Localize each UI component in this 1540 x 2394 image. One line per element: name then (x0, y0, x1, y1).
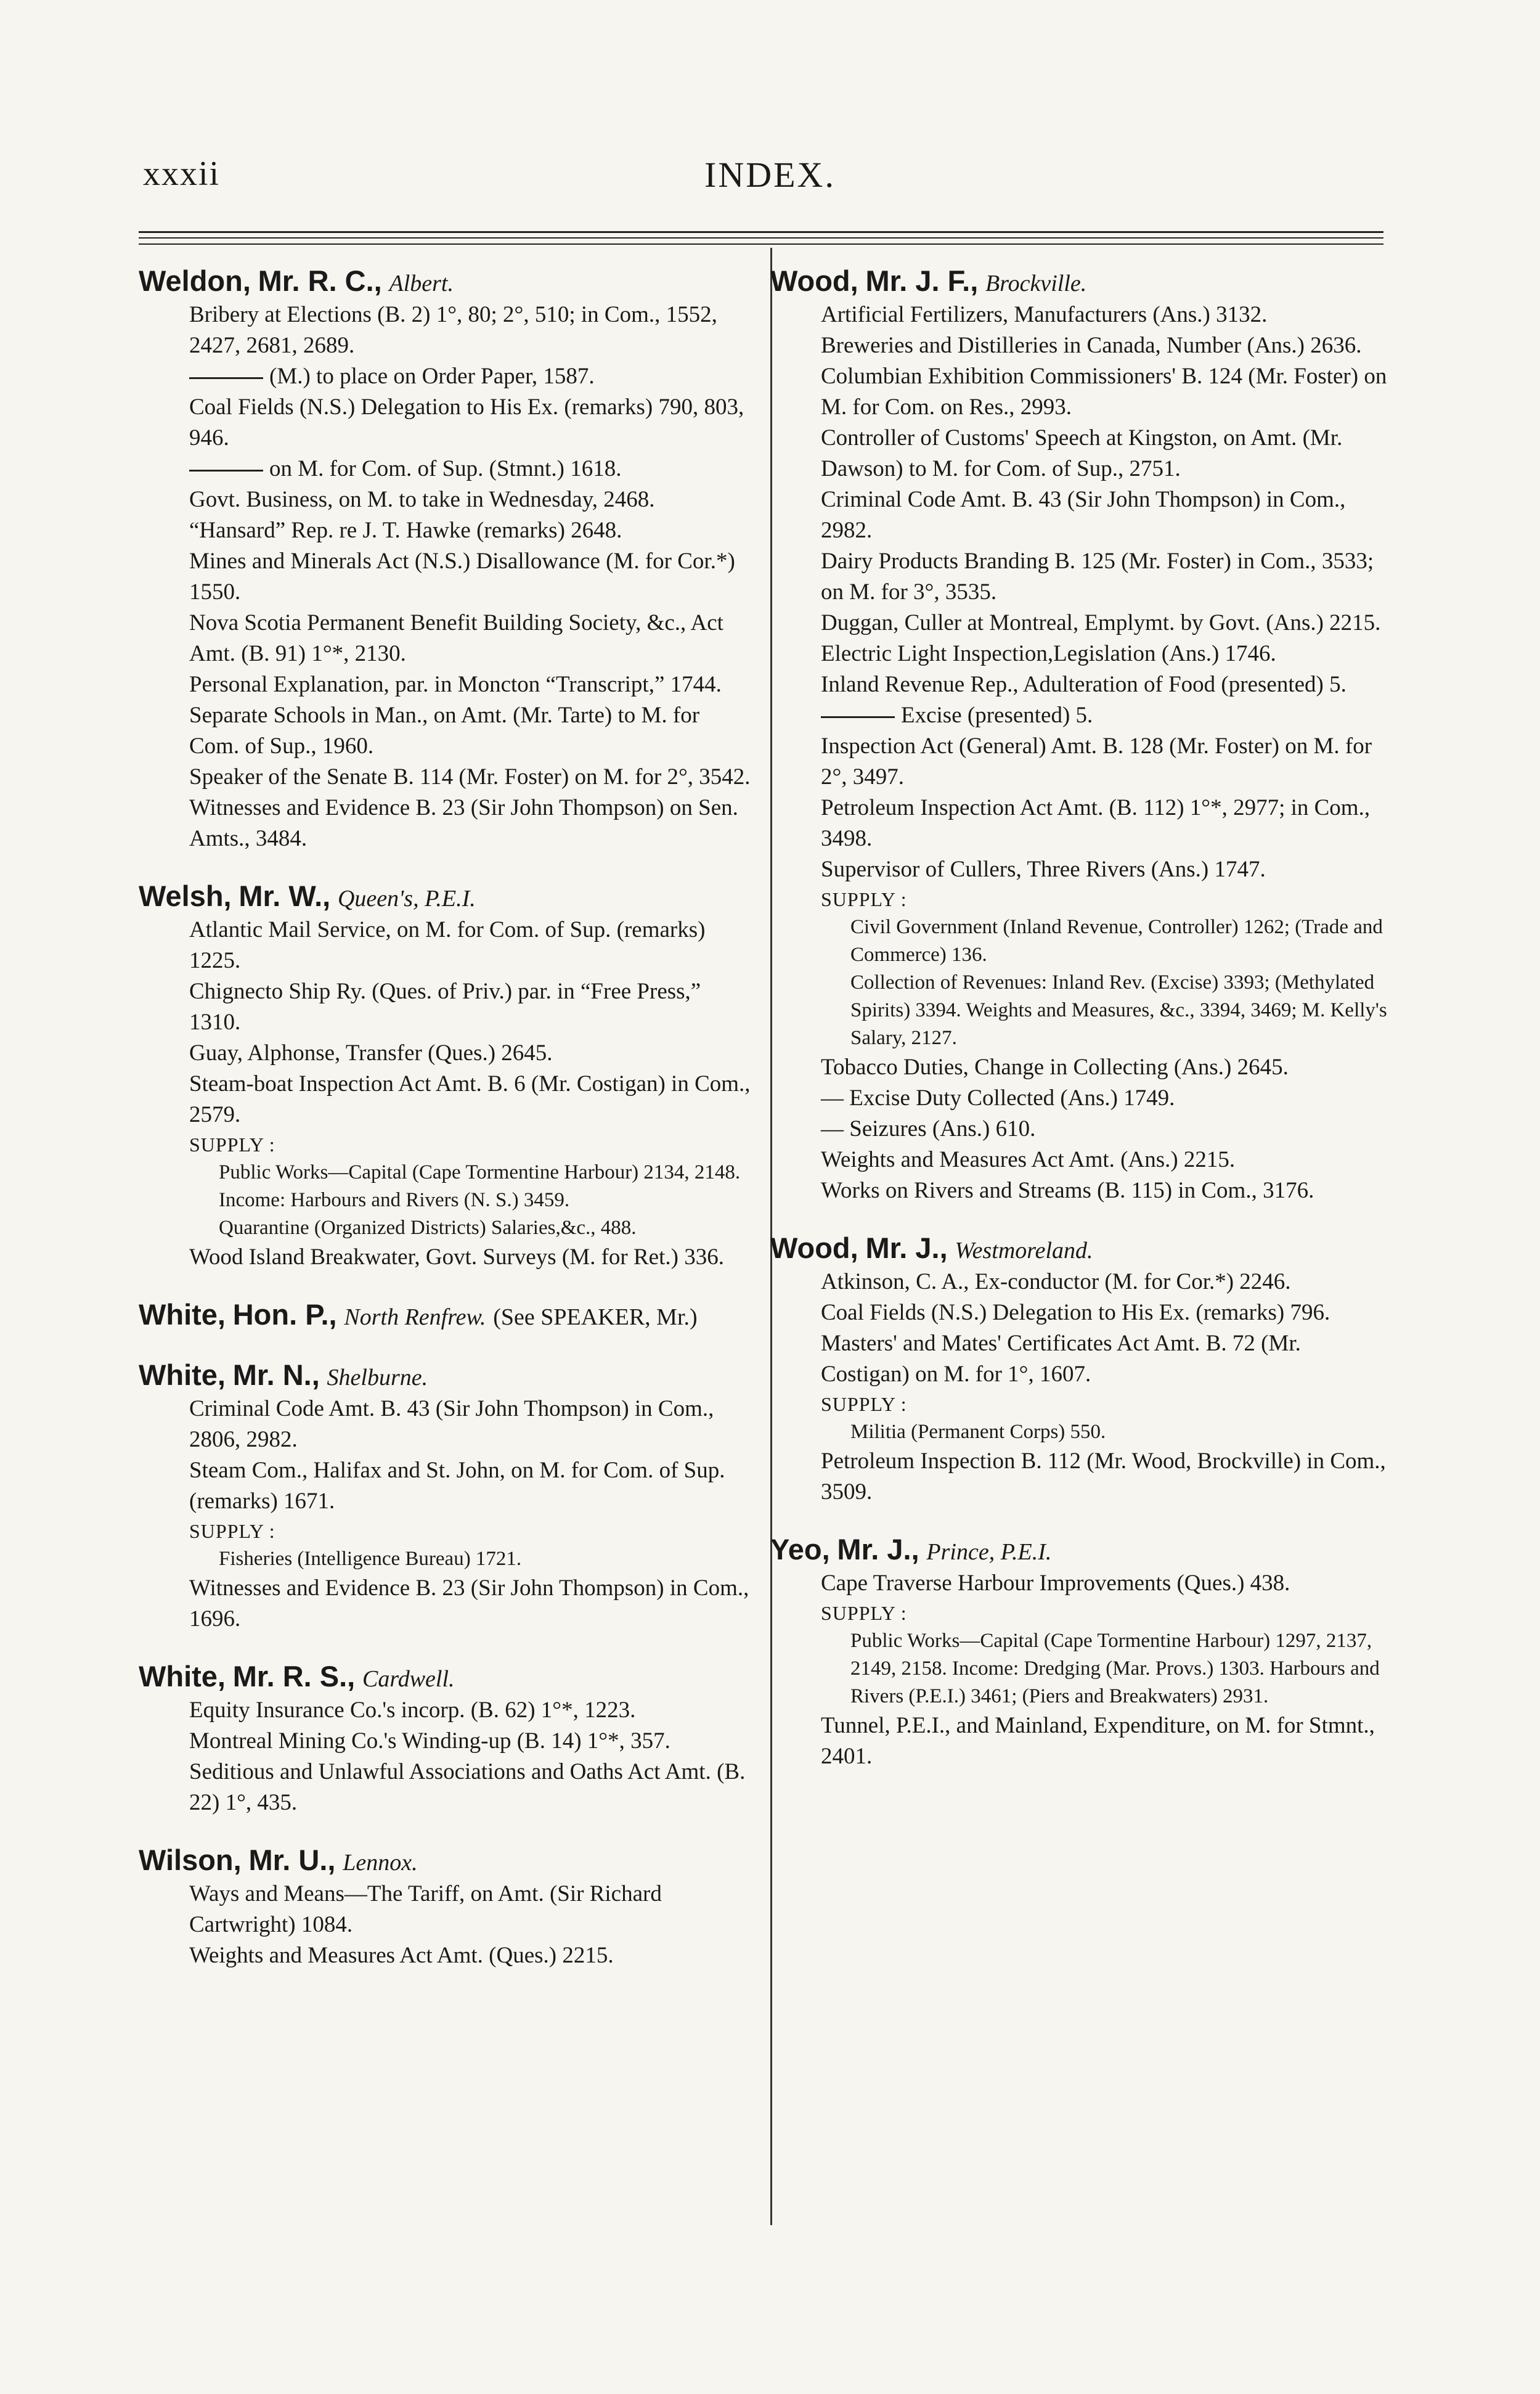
supply-item: Civil Government (Inland Revenue, Controller) 1262; (Trade and Commerce) 136. (850, 916, 1383, 966)
index-entry (139, 1359, 755, 1635)
supply-label: SUPPLY : (189, 1520, 275, 1542)
index-item: Excise (presented) 5. (821, 700, 1393, 731)
index-item: Supervisor of Cullers, Three Rivers (Ans.) 1747. (821, 857, 1266, 882)
index-item: Separate Schools in Man., on Amt. (Mr. Tarte) to M. for Com. of Sup., 1960. (189, 703, 700, 759)
member-surname: Wood, (770, 1232, 858, 1264)
index-item: Criminal Code Amt. B. 43 (Sir John Thompson) in Com., 2982. (821, 487, 1346, 543)
index-item: Seditious and Unlawful Associations and Oaths Act Amt. (B. 22) 1°, 435. (189, 1759, 746, 1815)
supply-label: SUPPLY : (821, 1602, 907, 1624)
index-item: Dairy Products Branding B. 125 (Mr. Foster) in Com., 3533; on M. for 3°, 3535. (821, 549, 1374, 605)
member-title: Mr. J., (837, 1533, 919, 1566)
header-rule (139, 243, 1383, 245)
index-item: Steam-boat Inspection Act Amt. B. 6 (Mr. Costigan) in Com., 2579. (189, 1071, 751, 1127)
index-item: Atkinson, C. A., Ex-conductor (M. for Cor.*) 2246. (821, 1269, 1291, 1294)
member-title: Mr. W., (238, 880, 331, 912)
index-item: Weights and Measures Act Amt. (Ans.) 2215. (821, 1147, 1236, 1172)
index-item: Personal Explanation, par. in Moncton “Transcript,” 1744. (189, 672, 722, 697)
page-number: xxxii (143, 155, 221, 193)
constituency: Queen's, P.E.I. (337, 886, 476, 912)
index-item: Nova Scotia Permanent Benefit Building Society, &c., Act Amt. (B. 91) 1°*, 2130. (189, 610, 723, 666)
index-item: Equity Insurance Co.'s incorp. (B. 62) 1°*, 1223. (189, 1697, 636, 1723)
index-item: Coal Fields (N.S.) Delegation to His Ex. (remarks) 790, 803, 946. (189, 394, 744, 451)
entry-heading (770, 1232, 1393, 1267)
entry-heading (139, 265, 755, 300)
index-item: Masters' and Mates' Certificates Act Amt. B. 72 (Mr. Costigan) on M. for 1°, 1607. (821, 1331, 1301, 1387)
index-entry (770, 265, 1393, 1206)
member-surname: White, (139, 1660, 226, 1693)
supply-item: Collection of Revenues: Inland Rev. (Excise) 3393; (Methylated Spirits) 3394. Weights and Measures, &c., 3394, 3469; M. Kelly's Salary, 2127. (850, 971, 1387, 1049)
see-reference: (See SPEAKER, Mr.) (493, 1304, 698, 1330)
index-item: Works on Rivers and Streams (B. 115) in Com., 3176. (821, 1178, 1314, 1203)
index-item: Breweries and Distilleries in Canada, Number (Ans.) 2636. (821, 333, 1362, 358)
entry-heading (139, 1844, 755, 1879)
member-title: Mr. N., (232, 1358, 320, 1391)
index-item: Coal Fields (N.S.) Delegation to His Ex. (remarks) 796. (821, 1300, 1330, 1325)
member-title: Mr. R. S., (232, 1660, 356, 1693)
member-title: Mr. J. F., (865, 264, 979, 297)
constituency: Lennox. (343, 1850, 418, 1876)
constituency: Albert. (389, 271, 454, 296)
member-title: Hon. P., (232, 1298, 337, 1331)
supply-item: Public Works—Capital (Cape Tormentine Harbour) 2134, 2148. Income: Harbours and Rivers (N. S.) 3459. (219, 1161, 741, 1211)
index-item: Columbian Exhibition Commissioners' B. 124 (Mr. Foster) on M. for Com. on Res., 2993. (821, 364, 1387, 420)
member-surname: Yeo, (770, 1533, 830, 1566)
member-surname: Welsh, (139, 880, 232, 912)
index-item: (M.) to place on Order Paper, 1587. (189, 361, 755, 392)
index-item: Weights and Measures Act Amt. (Ques.) 2215. (189, 1943, 614, 1968)
member-surname: Wood, (770, 264, 858, 297)
index-item: Tunnel, P.E.I., and Mainland, Expenditure, on M. for Stmnt., 2401. (821, 1713, 1375, 1769)
index-item: Petroleum Inspection Act Amt. (B. 112) 1°*, 2977; in Com., 3498. (821, 795, 1371, 851)
index-entry (770, 1534, 1393, 1772)
index-item: Mines and Minerals Act (N.S.) Disallowance (M. for Cor.*) 1550. (189, 549, 735, 605)
index-item: — Excise Duty Collected (Ans.) 1749. (821, 1085, 1175, 1111)
entry-heading (139, 880, 755, 915)
index-item: Controller of Customs' Speech at Kingston, on Amt. (Mr. Dawson) to M. for Com. of Sup., 2751. (821, 425, 1343, 481)
index-item: Govt. Business, on M. to take in Wednesday, 2468. (189, 487, 655, 512)
supply-label: SUPPLY : (821, 1393, 907, 1415)
index-item: on M. for Com. of Sup. (Stmnt.) 1618. (189, 454, 755, 484)
index-item: Artificial Fertilizers, Manufacturers (Ans.) 3132. (821, 302, 1268, 327)
index-item: Ways and Means—The Tariff, on Amt. (Sir Richard Cartwright) 1084. (189, 1881, 662, 1937)
member-surname: White, (139, 1358, 226, 1391)
header-rule (139, 237, 1383, 239)
index-item: Cape Traverse Harbour Improvements (Ques.) 438. (821, 1571, 1290, 1596)
left-column (139, 265, 755, 1997)
index-item: Atlantic Mail Service, on M. for Com. of Sup. (remarks) 1225. (189, 917, 706, 973)
index-item: Inland Revenue Rep., Adulteration of Food (presented) 5. (821, 672, 1346, 697)
supply-label: SUPPLY : (189, 1134, 275, 1156)
index-entry (139, 1661, 755, 1818)
member-surname: Weldon, (139, 264, 251, 297)
index-entry (139, 1299, 755, 1333)
header-rule (139, 231, 1383, 233)
supply-item: Quarantine (Organized Districts) Salaries,&c., 488. (219, 1217, 637, 1239)
index-entry (770, 1232, 1393, 1508)
constituency: Shelburne. (327, 1365, 428, 1391)
member-surname: White, (139, 1298, 226, 1331)
member-title: Mr. U., (248, 1844, 336, 1876)
constituency: Cardwell. (362, 1666, 455, 1692)
supply-item: Public Works—Capital (Cape Tormentine Harbour) 1297, 2137, 2149, 2158. Income: Dredging (Mar. Provs.) 1303. Harbours and Rivers (P.E.I.) 3461; (Piers and Breakwaters) 2931. (850, 1630, 1380, 1707)
index-entry (139, 880, 755, 1273)
page-title: INDEX. (704, 155, 836, 195)
right-column (770, 265, 1393, 1798)
index-item: Wood Island Breakwater, Govt. Surveys (M. for Ret.) 336. (189, 1244, 724, 1270)
index-item: Guay, Alphonse, Transfer (Ques.) 2645. (189, 1040, 553, 1066)
member-title: Mr. J., (865, 1232, 948, 1264)
index-item: — Seizures (Ans.) 610. (821, 1116, 1036, 1142)
supply-label: SUPPLY : (821, 888, 907, 910)
entry-heading (139, 1299, 755, 1333)
entry-heading (770, 1534, 1393, 1568)
constituency: Brockville. (985, 271, 1087, 296)
constituency: North Renfrew. (344, 1304, 486, 1330)
index-item: Steam Com., Halifax and St. John, on M. for Com. of Sup. (remarks) 1671. (189, 1458, 725, 1514)
index-item: Petroleum Inspection B. 112 (Mr. Wood, Brockville) in Com., 3509. (821, 1448, 1386, 1505)
member-title: Mr. R. C., (258, 264, 382, 297)
entry-heading (139, 1661, 755, 1695)
index-item: Tobacco Duties, Change in Collecting (Ans.) 2645. (821, 1055, 1289, 1080)
page-header (0, 154, 1540, 210)
index-item: Montreal Mining Co.'s Winding-up (B. 14) 1°*, 357. (189, 1728, 670, 1754)
supply-item: Fisheries (Intelligence Bureau) 1721. (219, 1548, 522, 1570)
index-entry (139, 1844, 755, 1971)
index-item: Speaker of the Senate B. 114 (Mr. Foster) on M. for 2°, 3542. (189, 764, 751, 790)
index-item: “Hansard” Rep. re J. T. Hawke (remarks) 2648. (189, 518, 622, 543)
entry-heading (770, 265, 1393, 300)
constituency: Prince, P.E.I. (926, 1539, 1052, 1565)
index-item: Criminal Code Amt. B. 43 (Sir John Thompson) in Com., 2806, 2982. (189, 1396, 714, 1452)
supply-item: Militia (Permanent Corps) 550. (850, 1421, 1106, 1443)
entry-heading (139, 1359, 755, 1394)
index-item: Electric Light Inspection,Legislation (Ans.) 1746. (821, 641, 1276, 666)
index-item: Chignecto Ship Ry. (Ques. of Priv.) par. in “Free Press,” 1310. (189, 979, 701, 1035)
member-surname: Wilson, (139, 1844, 242, 1876)
index-item: Witnesses and Evidence B. 23 (Sir John Thompson) in Com., 1696. (189, 1575, 749, 1632)
index-item: Inspection Act (General) Amt. B. 128 (Mr. Foster) on M. for 2°, 3497. (821, 733, 1372, 790)
index-item: Witnesses and Evidence B. 23 (Sir John Thompson) on Sen. Amts., 3484. (189, 795, 738, 851)
index-item: Duggan, Culler at Montreal, Emplymt. by Govt. (Ans.) 2215. (821, 610, 1381, 635)
constituency: Westmoreland. (955, 1238, 1093, 1264)
index-entry (139, 265, 755, 854)
index-item: Bribery at Elections (B. 2) 1°, 80; 2°, 510; in Com., 1552, 2427, 2681, 2689. (189, 302, 717, 358)
